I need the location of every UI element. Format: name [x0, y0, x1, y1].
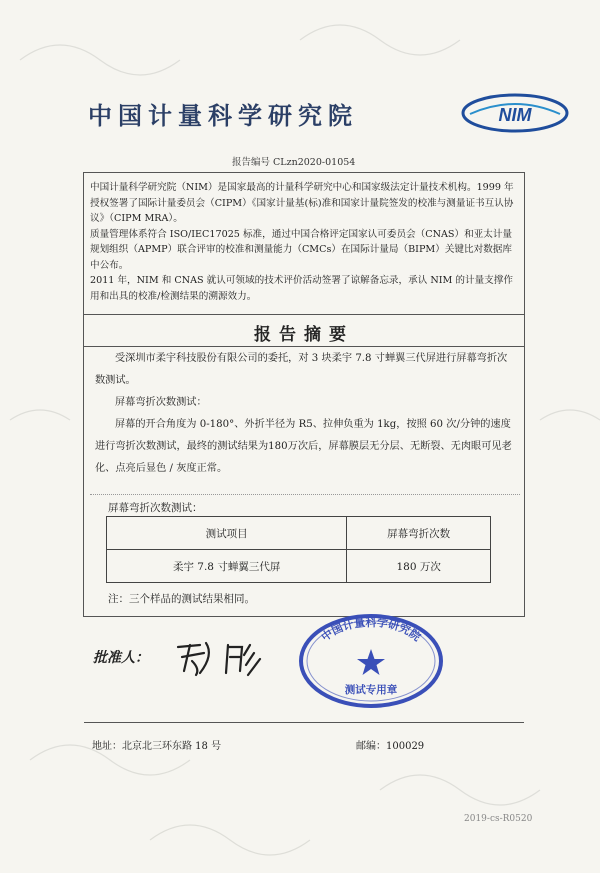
results-table — [106, 516, 491, 583]
summary-paragraph: 受深圳市柔宇科技股份有限公司的委托，对 3 块柔宇 7.8 寸蝉翼三代屏进行屏幕弯折次数测试。 — [95, 353, 508, 386]
address: 地址：北京北三环东路 18 号 — [92, 741, 222, 752]
divider — [83, 346, 524, 347]
summary-body — [95, 348, 515, 480]
stamp-star-icon — [357, 649, 385, 675]
postcode: 邮编：100029 — [356, 741, 425, 752]
approver-label: 批准人： — [93, 650, 149, 666]
table-note: 注：三个样品的测试结果相同。 — [108, 593, 255, 605]
footer-divider — [84, 722, 524, 723]
divider — [83, 314, 524, 315]
intro-section — [90, 180, 520, 304]
table-row — [107, 550, 491, 583]
signature-image — [170, 635, 270, 680]
intro-paragraph: 2011 年，NIM 和 CNAS 就认可领域的技术评价活动签署了谅解备忘录，承认 NIM 的计量支撑作用和出具的校准/检测结果的溯源效力。 — [90, 275, 513, 302]
report-number: 报告编号 CLzn2020-01054 — [232, 157, 356, 168]
table-label: 屏幕弯折次数测试： — [108, 502, 203, 514]
nim-logo-icon — [460, 92, 570, 134]
table-cell: 柔宇 7.8 寸蝉翼三代屏 — [107, 550, 347, 583]
official-stamp — [298, 613, 444, 709]
intro-paragraph: 中国计量科学研究院（NIM）是国家最高的计量科学研究中心和国家级法定计量技术机构。1999 年授权签署了国际计量委员会（CIPM）《国家计量基(标)准和国家计量院签发的校准与测量证书互认协议》（CIPM MRA）。 — [90, 182, 514, 224]
divider — [90, 494, 520, 495]
logo-text: NIM — [498, 105, 532, 125]
table-cell: 180 万次 — [347, 550, 491, 583]
stamp-org-text: 中国计量科学研究院 — [318, 616, 424, 644]
table-header-cell: 测试项目 — [107, 517, 347, 550]
table-header-row — [107, 517, 491, 550]
summary-paragraph: 屏幕的开合角度为 0-180°、外折半径为 R5、拉伸负重为 1kg，按照 60 次/分钟的速度进行弯折次数测试，最终的测试结果为180万次后，屏幕膜层无分层、无断裂、无肉眼可见老化、点亮后显色 / 灰度正常。 — [95, 419, 512, 474]
stamp-purpose-text: 测试专用章 — [344, 684, 398, 696]
organization-title: 中国计量科学研究院 — [88, 101, 358, 130]
summary-title: 报告摘要 — [254, 325, 354, 345]
intro-paragraph: 质量管理体系符合 ISO/IEC17025 标准，通过中国合格评定国家认可委员会（CNAS）和亚太计量规划组织（APMP）联合评审的校准和测量能力（CMCs）在国际计量局（BIPM）关键比对数据库中公布。 — [90, 228, 513, 271]
form-code: 2019-cs-R0520 — [464, 814, 533, 824]
summary-paragraph: 屏幕弯折次数测试： — [115, 397, 207, 408]
svg-text:中国计量科学研究院 — [318, 615, 423, 644]
table-header-cell: 屏幕弯折次数 — [347, 517, 491, 550]
